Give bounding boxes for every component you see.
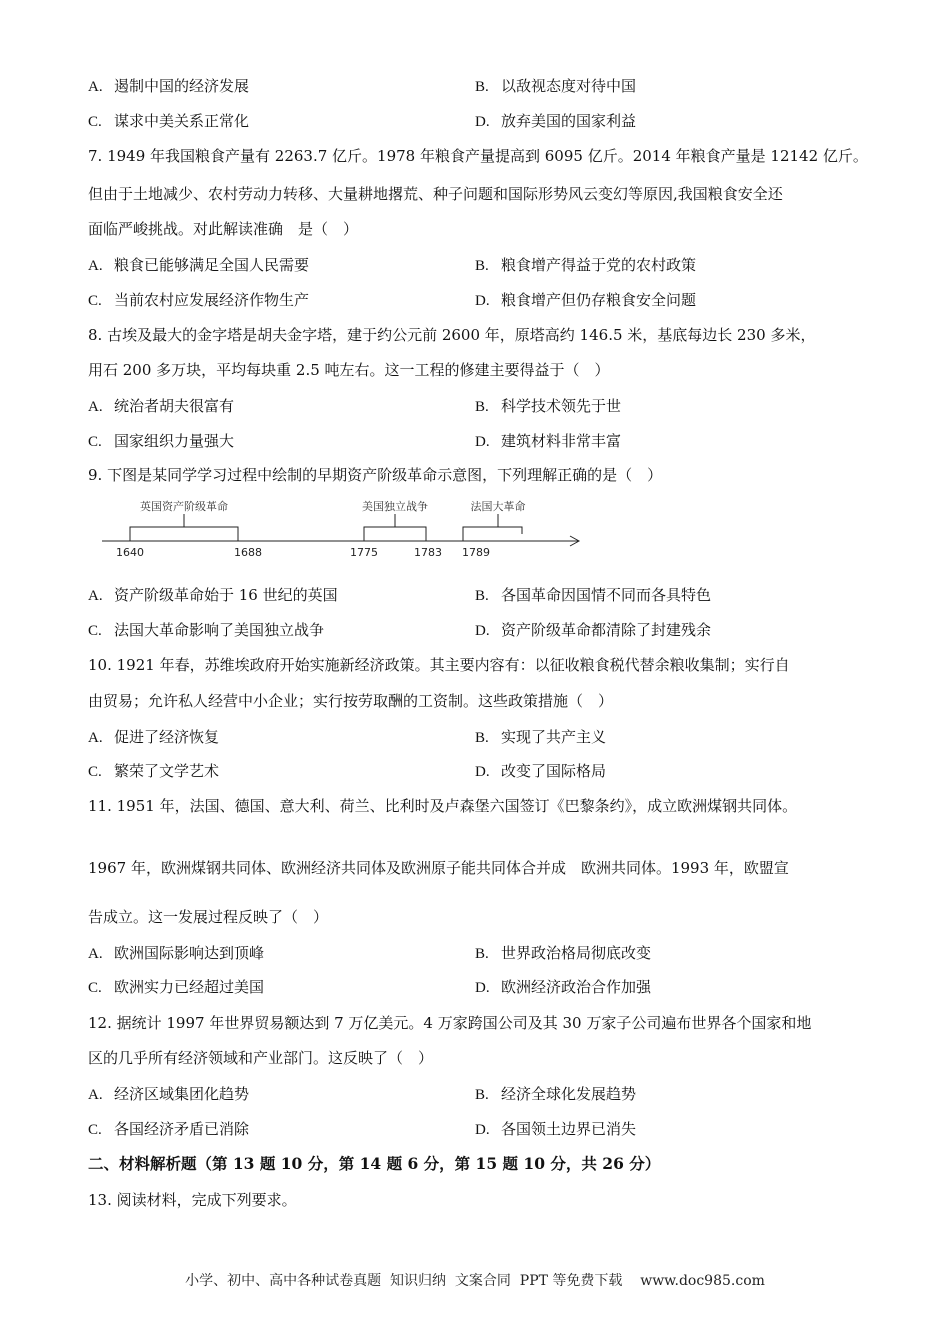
question-11-line-2: 1967 年，欧洲煤钢共同体、欧洲经济共同体及欧洲原子能共同体合并成 欧洲共同体。1993 年，欧盟宣 xyxy=(88,859,789,877)
option-6d: D. 放弃美国的国家利益 xyxy=(475,112,637,130)
question-10-line-2: 由贸易；允许私人经营中小企业；实行按劳取酬的工资制。这些政策措施（ ） xyxy=(88,692,614,710)
option-12c: C. 各国经济矛盾已消除 xyxy=(88,1120,250,1138)
question-10-line-1: 10. 1921 年春，苏维埃政府开始实施新经济政策。其主要内容有：以征收粮食税代替余粮收集制；实行自 xyxy=(88,656,790,674)
question-11-line-1: 11. 1951 年，法国、德国、意大利、荷兰、比利时及卢森堡六国签订《巴黎条约》，成立欧洲煤钢共同体。 xyxy=(88,797,798,815)
tick-label: 1789 xyxy=(462,546,490,559)
event-label-english: 英国资产阶级革命 xyxy=(140,500,228,513)
option-10d: D. 改变了国际格局 xyxy=(475,762,607,780)
question-12-line-1: 12. 据统计 1997 年世界贸易额达到 7 万亿美元。4 万家跨国公司及其 30 万家子公司遍布世界各个国家和地 xyxy=(88,1014,812,1032)
page-footer: 小学、初中、高中各种试卷真题 知识归纳 文案合同 PPT 等免费下载 www.doc985.com xyxy=(185,1273,765,1289)
option-10b: B. 实现了共产主义 xyxy=(475,728,607,746)
option-9a: A. 资产阶级革命始于 16 世纪的英国 xyxy=(88,586,338,604)
option-11c: C. 欧洲实力已经超过美国 xyxy=(88,978,265,996)
question-11-line-3: 告成立。这一发展过程反映了（ ） xyxy=(88,908,329,926)
option-8c: C. 国家组织力量强大 xyxy=(88,432,235,450)
option-9b: B. 各国革命因国情不同而各具特色 xyxy=(475,586,712,604)
option-7d: D. 粮食增产但仍存粮食安全问题 xyxy=(475,291,697,309)
option-7a: A. 粮食已能够满足全国人民需要 xyxy=(88,256,310,274)
question-7-line-2: 但由于土地减少、农村劳动力转移、大量耕地撂荒、种子问题和国际形势风云变幻等原因,我国粮食安全还 xyxy=(88,185,783,203)
question-13-prompt: 13. 阅读材料，完成下列要求。 xyxy=(88,1191,297,1209)
option-12a: A. 经济区域集团化趋势 xyxy=(88,1085,250,1103)
option-9c: C. 法国大革命影响了美国独立战争 xyxy=(88,621,325,639)
option-6c: C. 谋求中美关系正常化 xyxy=(88,112,250,130)
option-9d: D. 资产阶级革命都清除了封建残余 xyxy=(475,621,712,639)
bracket-english-revolution xyxy=(130,527,238,541)
option-7b: B. 粮食增产得益于党的农村政策 xyxy=(475,256,697,274)
option-10a: A. 促进了经济恢复 xyxy=(88,728,220,746)
question-7-line-3: 面临严峻挑战。对此解读准确 是（ ） xyxy=(88,220,359,238)
option-10c: C. 繁荣了文学艺术 xyxy=(88,762,220,780)
question-9-line-1: 9. 下图是某同学学习过程中绘制的早期资产阶级革命示意图，下列理解正确的是（ ） xyxy=(88,466,663,484)
section-heading: 二、材料解析题（第 13 题 10 分，第 14 题 6 分，第 15 题 10 分，共 26 分） xyxy=(88,1154,661,1173)
revolution-timeline-diagram xyxy=(100,494,590,560)
option-7c: C. 当前农村应发展经济作物生产 xyxy=(88,291,310,309)
option-8b: B. 科学技术领先于世 xyxy=(475,397,622,415)
question-12-line-2: 区的几乎所有经济领域和产业部门。这反映了（ ） xyxy=(88,1049,434,1067)
option-12b: B. 经济全球化发展趋势 xyxy=(475,1085,637,1103)
question-8-line-1: 8. 古埃及最大的金字塔是胡夫金字塔，建于约公元前 2600 年，原塔高约 146.5 米，基底每边长 230 多米， xyxy=(88,326,816,344)
option-11a: A. 欧洲国际影响达到顶峰 xyxy=(88,944,265,962)
tick-label: 1688 xyxy=(234,546,262,559)
option-11b: B. 世界政治格局彻底改变 xyxy=(475,944,652,962)
option-12d: D. 各国领土边界已消失 xyxy=(475,1120,637,1138)
option-8d: D. 建筑材料非常丰富 xyxy=(475,432,622,450)
option-6a: A. 遏制中国的经济发展 xyxy=(88,77,250,95)
question-7-line-1: 7. 1949 年我国粮食产量有 2263.7 亿斤。1978 年粮食产量提高到 6095 亿斤。2014 年粮食产量是 12142 亿斤。 xyxy=(88,147,868,165)
option-6b: B. 以敌视态度对待中国 xyxy=(475,77,637,95)
option-11d: D. 欧洲经济政治合作加强 xyxy=(475,978,652,996)
tick-label: 1783 xyxy=(414,546,442,559)
tick-label: 1775 xyxy=(350,546,378,559)
bracket-french-revolution xyxy=(463,527,522,541)
question-8-line-2: 用石 200 多万块，平均每块重 2.5 吨左右。这一工程的修建主要得益于（ ） xyxy=(88,361,610,379)
bracket-american-war xyxy=(364,527,426,541)
tick-label: 1640 xyxy=(116,546,144,559)
event-label-american: 美国独立战争 xyxy=(362,500,428,513)
event-label-french: 法国大革命 xyxy=(470,500,526,513)
option-8a: A. 统治者胡夫很富有 xyxy=(88,397,235,415)
